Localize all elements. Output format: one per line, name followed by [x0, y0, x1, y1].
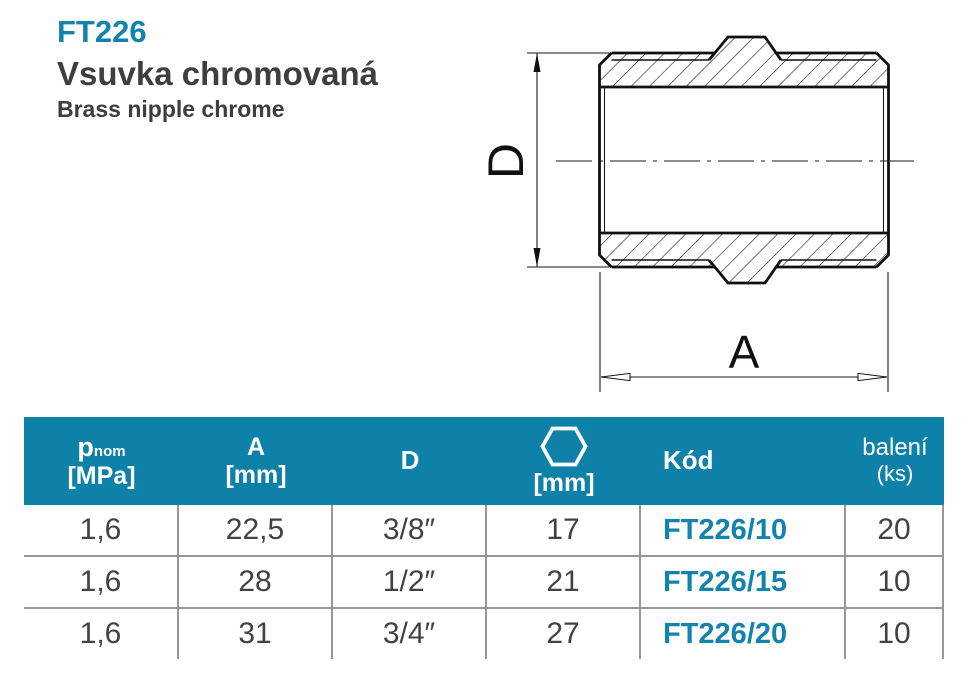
- header-pnom: [24, 417, 179, 505]
- cell-code: FT226/10: [641, 505, 846, 555]
- hexagon-icon: [540, 426, 588, 467]
- header-hex: [487, 417, 641, 505]
- packaging-label: balení: [862, 434, 928, 462]
- pnom-subscript: nom: [93, 442, 126, 460]
- d-label: D: [400, 445, 420, 476]
- dim-a-label: A: [728, 326, 760, 378]
- product-title-english: Brass nipple chrome: [57, 96, 285, 123]
- dim-d-label: D: [478, 142, 534, 180]
- cell-pnom: 1,6: [24, 505, 179, 555]
- code-label: Kód: [663, 445, 714, 476]
- cell-a: 22,5: [179, 505, 333, 555]
- band-inner-edges: [600, 87, 889, 233]
- packaging-unit: (ks): [876, 461, 914, 487]
- header-d: [333, 417, 487, 505]
- product-code: FT226: [57, 14, 147, 49]
- cell-d: 1/2″: [333, 557, 487, 607]
- cell-d: 3/4″: [333, 609, 487, 659]
- cell-a: 28: [179, 557, 333, 607]
- product-title-czech: Vsuvka chromovaná: [57, 54, 378, 92]
- dim-a-arrow-right: [858, 373, 887, 380]
- hex-face-lines: [612, 60, 877, 260]
- hex-unit: [mm]: [533, 468, 595, 497]
- hatched-band-top: [600, 37, 889, 87]
- table-body: [24, 505, 944, 659]
- cell-packaging: 20: [846, 505, 944, 555]
- dim-d-arrow-down: [534, 248, 541, 267]
- a-unit: [mm]: [225, 461, 287, 489]
- cell-a: 31: [179, 609, 333, 659]
- cell-code: FT226/20: [641, 609, 846, 659]
- header-packaging: [846, 417, 944, 505]
- cell-pnom: 1,6: [24, 557, 179, 607]
- cell-code: FT226/15: [641, 557, 846, 607]
- pnom-unit: [MPa]: [67, 462, 136, 491]
- hatched-band-bottom: [600, 233, 889, 283]
- cell-packaging: 10: [846, 609, 944, 659]
- a-label: A: [246, 433, 266, 461]
- cell-hex: 21: [487, 557, 641, 607]
- table-row: [24, 555, 944, 607]
- bore-wall-lines: [605, 87, 884, 233]
- table-header-row: [24, 417, 944, 505]
- cell-hex: 17: [487, 505, 641, 555]
- cell-packaging: 10: [846, 557, 944, 607]
- dimension-d: [527, 53, 609, 267]
- pnom-symbol: p: [77, 431, 94, 462]
- cell-hex: 27: [487, 609, 641, 659]
- cell-pnom: 1,6: [24, 609, 179, 659]
- header-a: [179, 417, 333, 505]
- table-row: [24, 607, 944, 659]
- header-code: [641, 417, 846, 505]
- dim-a-arrow-left: [601, 373, 630, 380]
- cell-d: 3/8″: [333, 505, 487, 555]
- table-row: [24, 505, 944, 555]
- spec-table: [24, 417, 944, 659]
- dim-d-arrow-up: [534, 53, 541, 72]
